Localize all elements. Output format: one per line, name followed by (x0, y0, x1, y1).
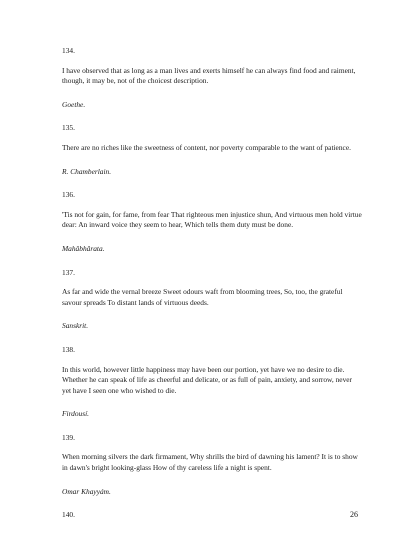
entry-quote: As far and wide the vernal breeze Sweet odours waft from blooming trees, So, too, the grateful savour spreads To distant lands of virtuous deeds. (62, 287, 343, 307)
entry-number: 134. (62, 46, 75, 55)
entry-number: 140. (62, 510, 75, 520)
entry-author: R. Chamberlain. (62, 166, 112, 176)
entry-author: Goethe. (62, 99, 86, 109)
entry-number: 136. (62, 190, 75, 200)
page-number: 26 (350, 510, 358, 519)
entry-number: 138. (62, 344, 75, 354)
entry-number: 135. (62, 123, 75, 133)
entry-quote: In this world, however little happiness may have been our portion, yet have we no desire to die. Whether he can speak of life as cheerful and delicate, or as full of pain, anxiety, and sorrow, never yet have I seen one who wished to die. (62, 364, 353, 395)
entry-number: 139. (62, 432, 75, 442)
entry-quote: When morning silvers the dark firmament, Why shrills the bird of dawning his lament? It is to show in dawn's bright looking-glass How of thy careless life a night is spent. (62, 452, 358, 473)
entry-number: 137. (62, 267, 75, 277)
entry-quote: 'Tis not for gain, for fame, from fear That righteous men injustice shun, And virtuous men hold virtue dear: An inward voice they seem to hear, Which tells them duty must be done. (62, 209, 362, 230)
entry-quote: There are no riches like the sweetness of content, nor poverty comparable to the want of patience. (62, 142, 351, 152)
entry-author: Sanskrit. (62, 321, 89, 331)
entry-quote: I have observed that as long as a man lives and exerts himself he can always find food and raiment, though, it may be, not of the choicest description. (62, 65, 356, 86)
entry-author: Firdousí. (62, 409, 90, 419)
entry-author: Omar Khayyám. (62, 486, 111, 496)
page-content (62, 46, 362, 530)
entry-author: Mahâbhârata. (62, 243, 105, 253)
